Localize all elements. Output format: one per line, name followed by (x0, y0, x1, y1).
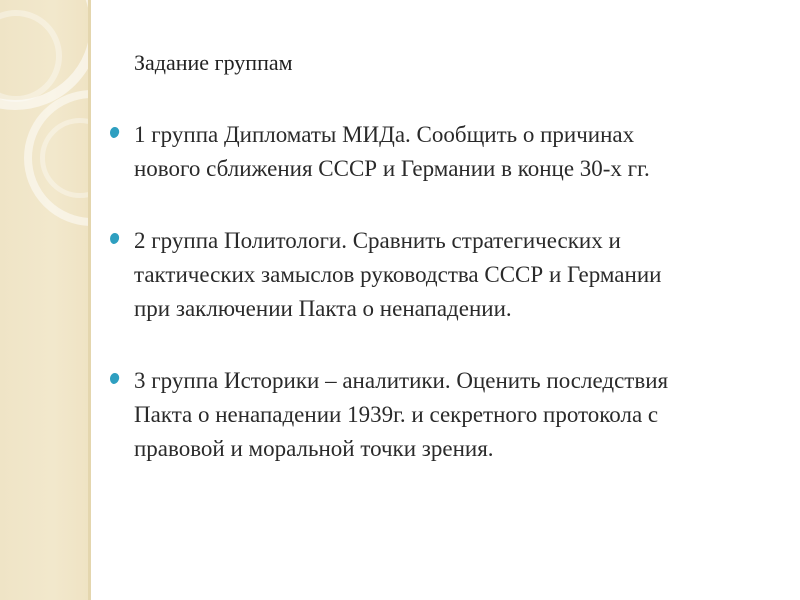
task-list (108, 118, 768, 504)
list-item-text: 1 группа Дипломаты МИДа. Сообщить о причинах нового сближения СССР и Германии в конце 30-х гг. (134, 122, 650, 181)
sidebar-edge (88, 0, 91, 600)
list-item-text: 2 группа Политологи. Сравнить стратегических и тактических замыслов руководства СССР и Германии при заключении Пакта о ненападении. (134, 228, 662, 321)
list-item (108, 118, 768, 186)
list-item (108, 364, 768, 466)
slide-title: Задание группам (134, 50, 293, 75)
bullet-icon (109, 372, 121, 385)
list-item (108, 224, 768, 326)
bullet-icon (109, 232, 121, 245)
list-item-text: 3 группа Историки – аналитики. Оценить последствия Пакта о ненападении 1939г. и секретного протокола с правовой и моральной точки зрения. (134, 368, 669, 461)
bullet-icon (109, 126, 121, 139)
decorative-sidebar (0, 0, 88, 600)
